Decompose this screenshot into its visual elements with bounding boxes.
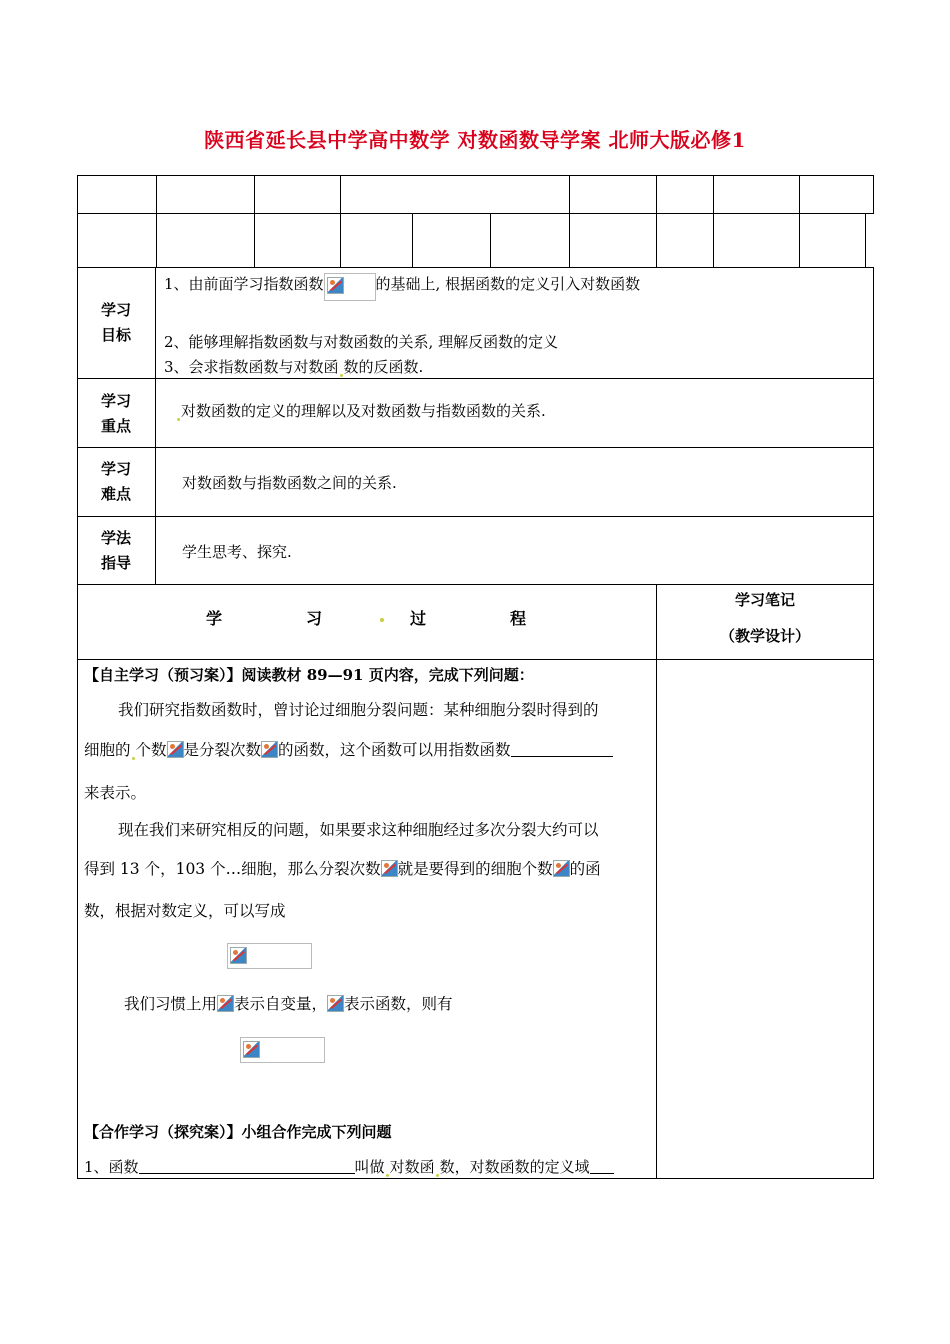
broken-image-icon: [243, 1041, 260, 1058]
method-label: 学法 指导: [100, 529, 131, 572]
focus-text: 对数函数的定义的理解以及对数函数与指数函数的关系.: [176, 400, 546, 421]
fill-blank: [511, 742, 613, 757]
p1-line3: 来表示。: [84, 784, 147, 802]
broken-image-icon: [327, 995, 344, 1012]
process-char-1: 学: [206, 609, 223, 628]
broken-image-icon: [230, 947, 247, 964]
process-char-4: 程: [510, 609, 527, 628]
p1-line2: 细胞的 个数 是分裂次数 的函数，这个函数可以用指数函数: [84, 738, 613, 760]
stray-dot: [380, 618, 384, 622]
p2-line3: 数，根据对数定义，可以写成: [84, 902, 286, 920]
p2-line1: 现在我们来研究相反的问题，如果要求这种细胞经过多次分裂大约可以: [118, 821, 599, 839]
process-char-2: 习: [306, 609, 323, 628]
p2-line2: 得到 13 个，103 个…细胞，那么分裂次数 就是要得到的细胞个数 的函: [84, 860, 601, 878]
broken-image-icon: [327, 277, 344, 294]
goal-item-1: 1、由前面学习指数函数 的基础上, 根据函数的定义引入对数函数: [164, 273, 640, 301]
process-char-3: 过: [410, 609, 427, 628]
page-title: 陕西省延长县中学高中数学 对数函数导学案 北师大版必修1: [204, 128, 746, 152]
fill-blank: [590, 1159, 614, 1174]
focus-label: 学习 重点: [100, 392, 131, 435]
difficulty-label: 学习 难点: [100, 460, 131, 503]
method-text: 学生思考、探究.: [182, 543, 292, 561]
coop-item-1: 1、函数 叫做 对数函 数，对数函数的定义域: [84, 1156, 614, 1177]
broken-image-icon: [553, 860, 570, 877]
formula-image-placeholder: [324, 273, 376, 301]
notes-subtitle: （教学设计）: [719, 627, 810, 645]
p1-line1: 我们研究指数函数时，曾讨论过细胞分裂问题：某种细胞分裂时得到的: [118, 701, 599, 719]
formula-image-placeholder: [240, 1037, 325, 1063]
goals-label: 学习 目标: [100, 301, 131, 344]
broken-image-icon: [217, 995, 234, 1012]
goal-item-2: 2、能够理解指数函数与对数函数的关系, 理解反函数的定义: [164, 333, 559, 351]
broken-image-icon: [261, 741, 278, 758]
broken-image-icon: [381, 860, 398, 877]
notes-title: 学习笔记: [734, 591, 795, 609]
formula-image-placeholder: [227, 943, 312, 969]
self-study-heading: 【自主学习（预习案）】阅读教材 89—91 页内容，完成下列问题：: [84, 666, 534, 684]
fill-blank: [139, 1159, 355, 1174]
coop-study-heading: 【合作学习（探究案）】小组合作完成下列问题: [84, 1123, 392, 1141]
p3-line: 我们习惯上用 表示自变量， 表示函数，则有: [124, 995, 453, 1013]
broken-image-icon: [167, 741, 184, 758]
goal-item-3: 3、会求指数函数与对数函 数的反函数.: [164, 358, 424, 376]
difficulty-text: 对数函数与指数函数之间的关系.: [182, 474, 397, 492]
